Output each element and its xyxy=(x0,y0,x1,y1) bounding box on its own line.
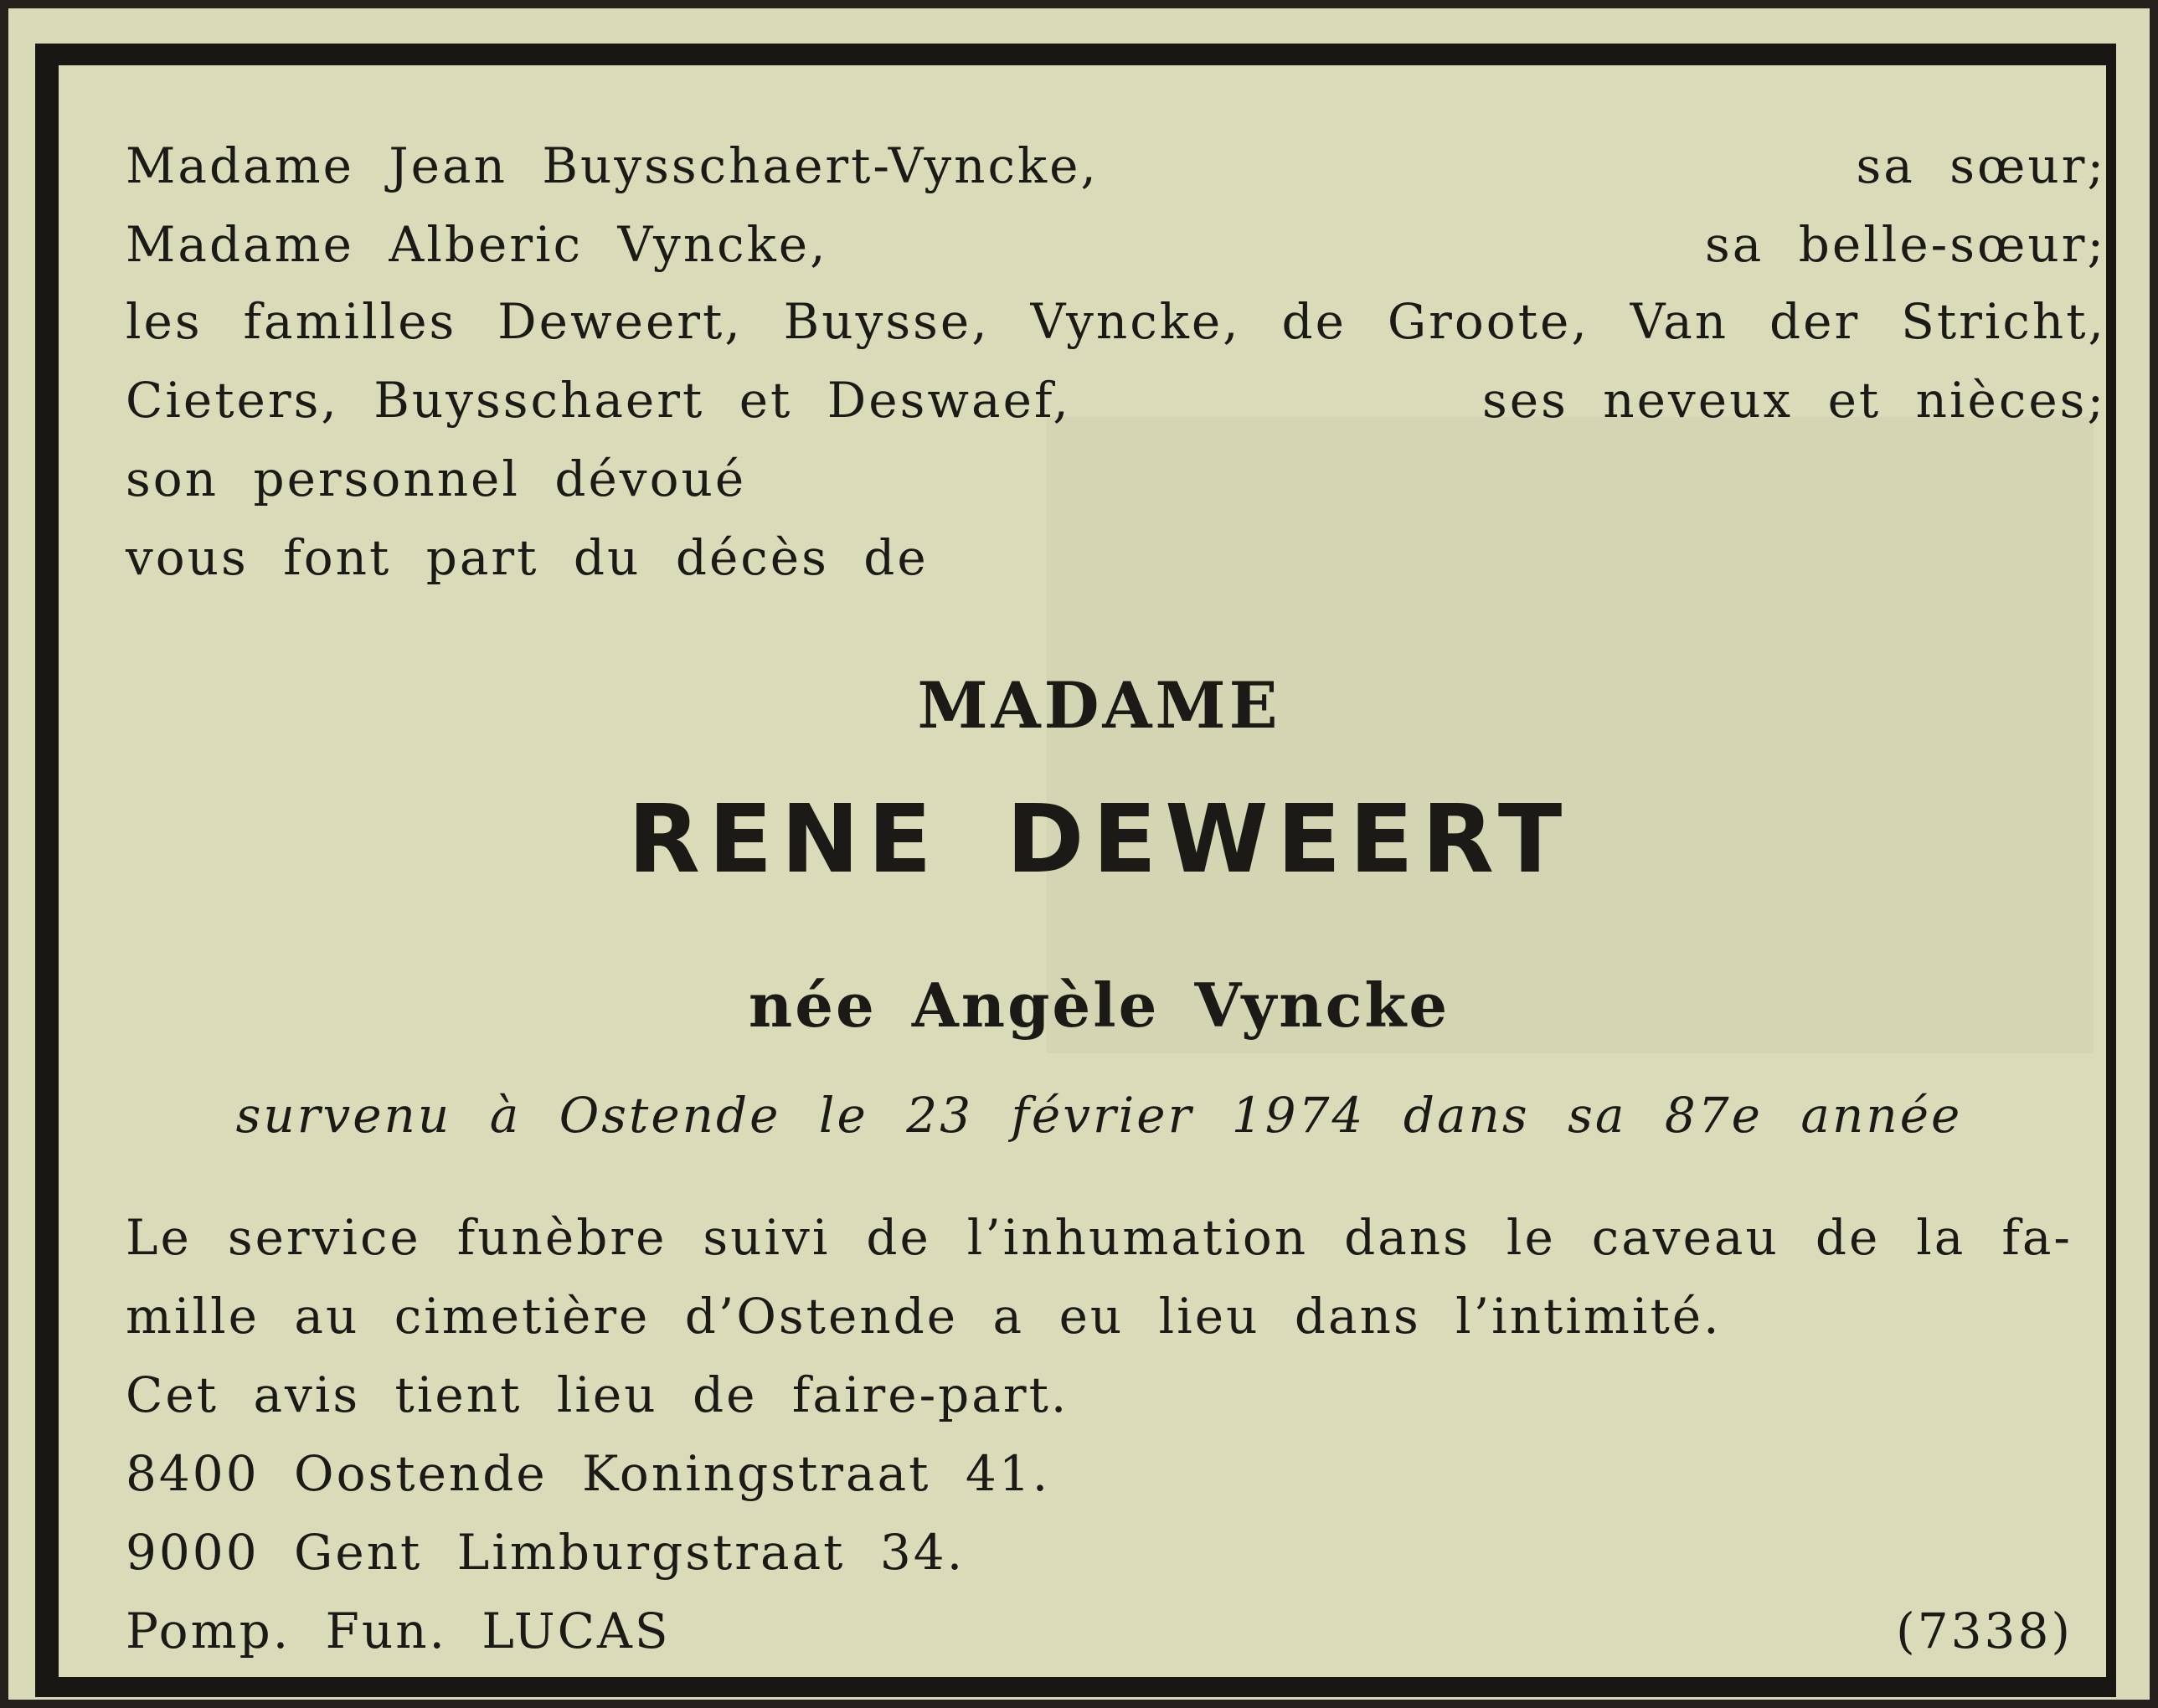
deceased-name: RENE DEWEERT xyxy=(627,785,1571,894)
obituary-notice xyxy=(35,44,2116,1697)
announcement-line: vous font part du décès de xyxy=(126,529,929,586)
notice-body xyxy=(59,65,2106,1677)
address-gent: 9000 Gent Limburgstraat 34. xyxy=(126,1524,966,1581)
notice-line: Cet avis tient lieu de faire-part. xyxy=(126,1366,1069,1423)
families-line-1: les familles Deweert, Buysse, Vyncke, de Groote, Van der Stricht, xyxy=(126,293,2106,350)
family-member-relation: sa sœur; xyxy=(1856,137,2106,194)
families-line-2 xyxy=(126,367,2106,434)
service-line-2: mille au cimetière d’Ostende a eu lieu dans l’intimité. xyxy=(126,1288,1722,1345)
family-member-name: Madame Jean Buysschaert-Vyncke, xyxy=(126,137,1099,194)
deceased-title: MADAME xyxy=(917,668,1281,743)
family-member-relation: sa belle-sœur; xyxy=(1705,216,2106,273)
death-details: survenu à Ostende le 23 février 1974 dans sa 87e année xyxy=(235,1087,1963,1144)
family-member-name: Madame Alberic Vyncke, xyxy=(126,216,828,273)
service-line-1: Le service funèbre suivi de l’inhumation dans le caveau de la fa- xyxy=(126,1209,2073,1266)
undertaker-name: Pomp. Fun. LUCAS xyxy=(126,1603,671,1659)
undertaker-line xyxy=(126,1597,2073,1664)
maiden-name: née Angèle Vyncke xyxy=(748,970,1450,1041)
address-oostende: 8400 Oostende Koningstraat 41. xyxy=(126,1445,1051,1502)
families-names: Cieters, Buysschaert et Deswaef, xyxy=(126,372,1071,429)
staff-line: son personnel dévoué xyxy=(126,450,747,507)
families-relation: ses neveux et nièces; xyxy=(1482,372,2106,429)
family-line-sister-in-law xyxy=(126,211,2106,278)
reference-number: (7338) xyxy=(1896,1603,2073,1659)
family-line-sister xyxy=(126,132,2106,199)
